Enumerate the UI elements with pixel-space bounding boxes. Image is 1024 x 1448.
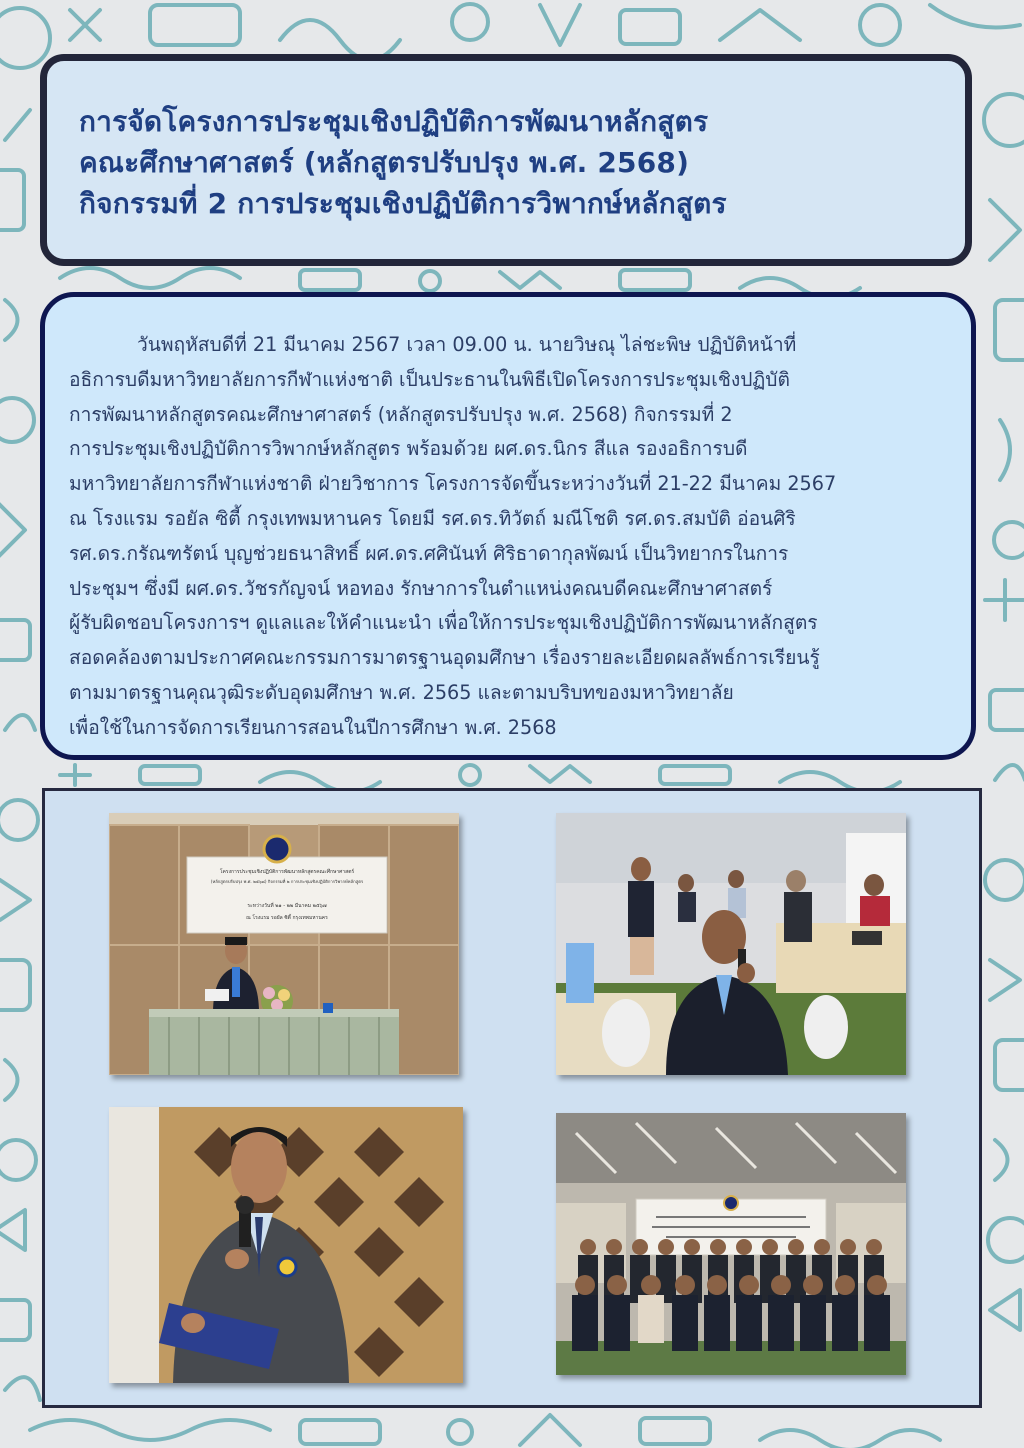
body-line-4: การประชุมเชิงปฏิบัติการวิพากษ์หลักสูตร พร้อมด้วย ผศ.ดร.นิกร สีแล รองอธิการบดี — [69, 437, 748, 461]
title-line-3: กิจกรรมที่ 2 การประชุมเชิงปฏิบัติการวิพากษ์หลักสูตร — [79, 187, 727, 220]
title-line-2: คณะศึกษาศาสตร์ (หลักสูตรปรับปรุง พ.ศ. 2568) — [79, 146, 690, 179]
title-box — [40, 54, 972, 266]
photo-gallery — [42, 788, 982, 1408]
banner-line-1: โครงการประชุมเชิงปฏิบัติการพัฒนาหลักสูตรคณะศึกษาศาสตร์ — [219, 869, 355, 875]
banner-line-4: ณ โรงแรม รอยัล ซิตี้ กรุงเทพมหานคร — [246, 915, 328, 921]
body-line-1: วันพฤหัสบดีที่ 21 มีนาคม 2567 เวลา 09.00 น. นายวิษณุ ไล่ชะพิษ ปฏิบัติหน้าที่ — [137, 333, 797, 356]
body-line-2: อธิการบดีมหาวิทยาลัยการกีฬาแห่งชาติ เป็นประธานในพิธีเปิดโครงการประชุมเชิงปฏิบัติ — [69, 367, 790, 391]
body-text-box — [40, 292, 976, 760]
body-line-11: ตามมาตรฐานคุณวุฒิระดับอุดมศึกษา พ.ศ. 2565 และตามบริบทของมหาวิทยาลัย — [69, 680, 734, 704]
photo-participant-discussion — [556, 813, 906, 1075]
title-line-1: การจัดโครงการประชุมเชิงปฏิบัติการพัฒนาหลักสูตร — [79, 105, 709, 138]
photo-speaker-podium — [109, 1107, 463, 1383]
body-line-3: การพัฒนาหลักสูตรคณะศึกษาศาสตร์ (หลักสูตรปรับปรุง พ.ศ. 2568) กิจกรรมที่ 2 — [69, 402, 733, 426]
body-line-5: มหาวิทยาลัยการกีฬาแห่งชาติ ฝ่ายวิชาการ โครงการจัดขึ้นระหว่างวันที่ 21-22 มีนาคม 2567 — [69, 472, 837, 496]
banner-line-2: (หลักสูตรปรับปรุง พ.ศ. ๒๕๖๘) กิจกรรมที่ ๒ การประชุมเชิงปฏิบัติการวิพากษ์หลักสูตร — [210, 879, 364, 884]
body-line-12: เพื่อใช้ในการจัดการเรียนการสอนในปีการศึกษา พ.ศ. 2568 — [69, 715, 557, 739]
body-line-8: ประชุมฯ ซึ่งมี ผศ.ดร.วัชรกัญจน์ หอทอง รักษาการในตำแหน่งคณบดีคณะศึกษาศาสตร์ — [69, 576, 773, 600]
photo-opening-ceremony — [109, 813, 459, 1075]
body-line-6: ณ โรงแรม รอยัล ซิตี้ กรุงเทพมหานคร โดยมี รศ.ดร.ทิวัตถ์ มณีโชติ รศ.ดร.สมบัติ อ่อนศิริ — [69, 506, 796, 530]
banner-line-3: ระหว่างวันที่ ๒๑ - ๒๒ มีนาคม ๒๕๖๗ — [247, 903, 327, 909]
body-line-9: ผู้รับผิดชอบโครงการฯ ดูแลและให้คำแนะนำ เพื่อให้การประชุมเชิงปฏิบัติการพัฒนาหลักสูตร — [69, 611, 818, 635]
body-line-7: รศ.ดร.กรัณฑรัตน์ บุญช่วยธนาสิทธิ์ ผศ.ดร.ศศินันท์ ศิริธาดากุลพัฒน์ เป็นวิทยากรในการ — [69, 541, 789, 565]
body-line-10: สอดคล้องตามประกาศคณะกรรมการมาตรฐานอุดมศึกษา เรื่องรายละเอียดผลลัพธ์การเรียนรู้ — [69, 646, 820, 670]
photo-group — [556, 1113, 906, 1375]
